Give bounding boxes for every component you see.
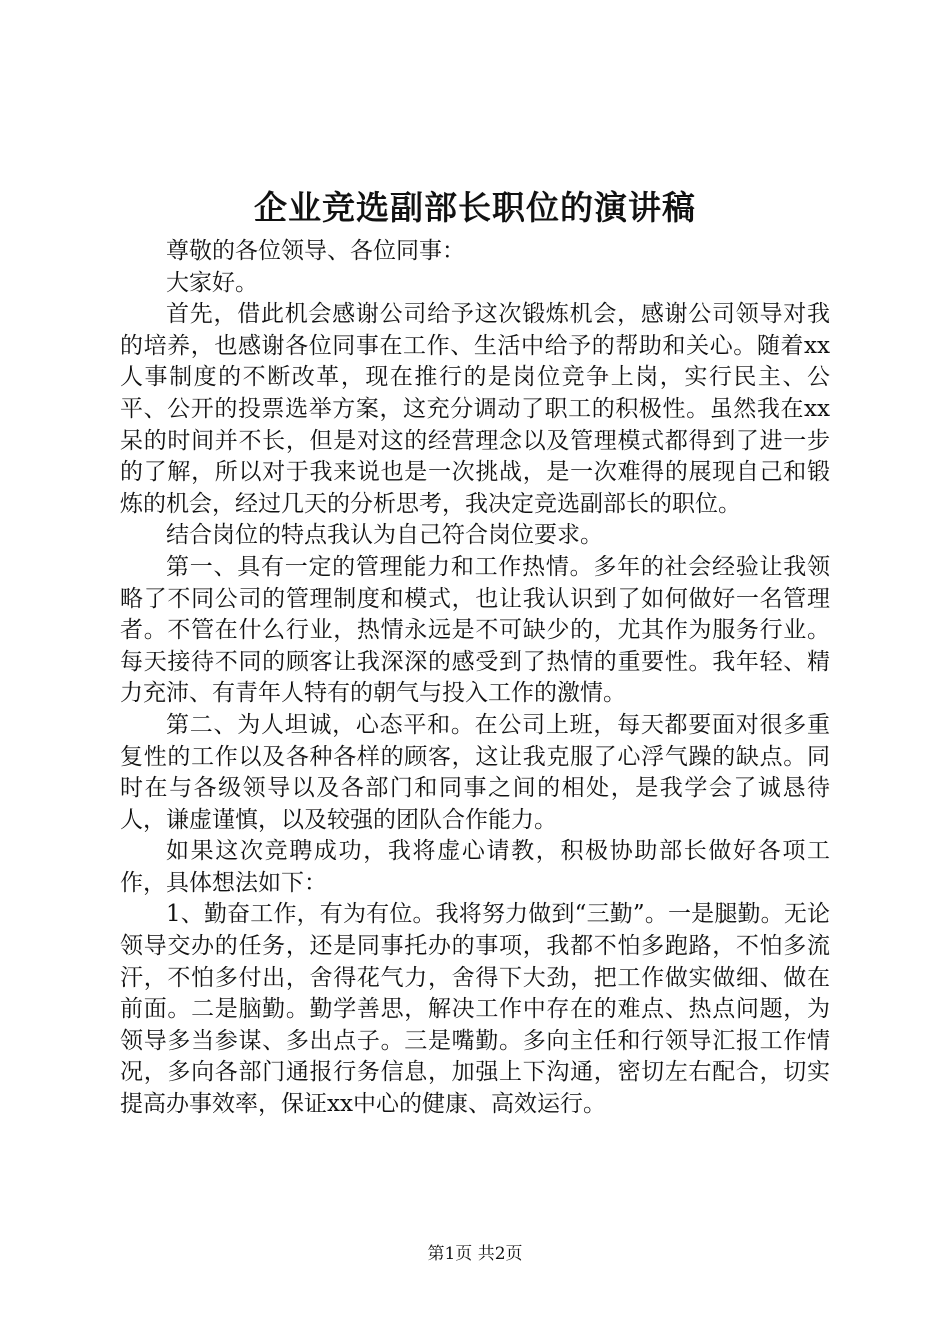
document-title: 企业竞选副部长职位的演讲稿 xyxy=(254,188,696,227)
paragraph-plan-one: 1、勤奋工作，有为有位。我将努力做到“三勤”。一是腿勤。无论领导交办的任务，还是同事托办的事项，我都不怕多跑路，不怕多流汗，不怕多付出，舍得花气力，舍得下大劲，把工作做实做细、做在前面。二是脑勤。勤学善思，解决工作中存在的难点、热点问题，为领导多当参谋、多出点子。三是嘴勤。多向主任和行领导汇报工作情况，多向各部门通报行务信息，加强上下沟通，密切左右配合，切实提高办事效率，保证xx中心的健康、高效运行。 xyxy=(120,901,830,1118)
page-footer: 第1页 共2页 xyxy=(427,1244,523,1264)
paragraph-point-two: 第二、为人坦诚，心态平和。在公司上班，每天都要面对很多重复性的工作以及各种各样的顾客，这让我克服了心浮气躁的缺点。同时在与各级领导以及各部门和同事之间的相处，是我学会了诚恳待人，谦虚谨慎，以及较强的团队合作能力。 xyxy=(120,711,830,833)
salutation: 尊敬的各位领导、各位同事： xyxy=(166,238,465,264)
paragraph-qualification: 结合岗位的特点我认为自己符合岗位要求。 xyxy=(166,522,603,549)
paragraph-plan-intro: 如果这次竞聘成功，我将虚心请教，积极协助部长做好各项工作，具体想法如下： xyxy=(120,838,830,896)
paragraph-intro: 首先，借此机会感谢公司给予这次锻炼机会，感谢公司领导对我的培养，也感谢各位同事在工作、生活中给予的帮助和关心。随着xx人事制度的不断改革，现在推行的是岗位竞争上岗，实行民主、公平、公开的投票选举方案，这充分调动了职工的积极性。虽然我在xx呆的时间并不长，但是对这的经营理念以及管理模式都得到了进一步的了解，所以对于我来说也是一次挑战，是一次难得的展现自己和锻炼的机会，经过几天的分析思考，我决定竞选副部长的职位。 xyxy=(120,301,830,517)
paragraph-point-one: 第一、具有一定的管理能力和工作热情。多年的社会经验让我领略了不同公司的管理制度和模式，也让我认识到了如何做好一名管理者。不管在什么行业，热情永远是不可缺少的，尤其作为服务行业。每天接待不同的顾客让我深深的感受到了热情的重要性。我年轻、精力充沛、有青年人特有的朝气与投入工作的激情。 xyxy=(120,553,830,707)
greeting: 大家好。 xyxy=(166,269,258,296)
document-body xyxy=(120,236,830,1121)
